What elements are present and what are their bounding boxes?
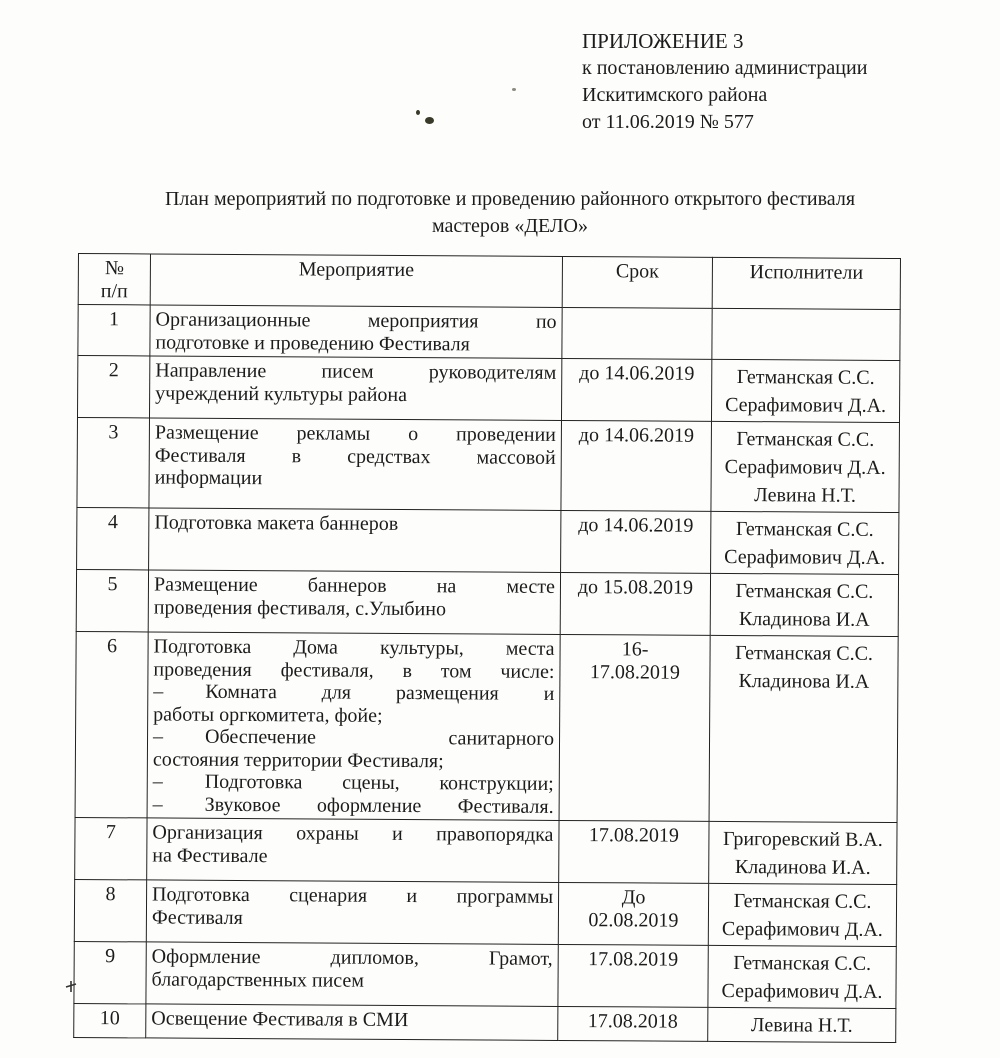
executor-name: Кладинова И.А. — [734, 856, 871, 879]
executor-name: Кладинова И.А — [738, 670, 870, 693]
header-activity: Мероприятие — [150, 254, 562, 308]
executor-name: Серафимович Д.А. — [724, 455, 886, 479]
pen-tick-mark — [64, 978, 78, 998]
row-number: 3 — [77, 418, 150, 508]
header-num: № п/п — [78, 254, 150, 305]
executor-name: Серафимович Д.А. — [725, 393, 887, 417]
document-title-line-1: План мероприятий по подготовке и проведению районного открытого фестиваля — [164, 188, 856, 210]
row-activity — [149, 418, 562, 511]
executor-name: Григоревский В.А. — [723, 827, 883, 851]
row-executors — [711, 511, 899, 574]
executor-name: Гетманская С.С. — [735, 580, 874, 603]
row-executors — [709, 821, 897, 884]
activity-line: Организационные мероприятия по — [155, 308, 557, 333]
activity-line: Размещение баннеров на месте — [153, 573, 556, 598]
row-executors — [708, 1007, 896, 1042]
activity-line: Размещение рекламы о проведении — [154, 421, 556, 446]
header-deadline: Срок — [562, 256, 712, 308]
executor-name: Гетманская С.С. — [735, 642, 874, 665]
activity-line: Подготовка макета баннеров — [154, 511, 399, 535]
appendix-line-1: к постановлению администрации — [582, 57, 868, 79]
row-number: 9 — [74, 941, 146, 1003]
activity-line: информации — [154, 466, 263, 490]
activity-line: проведения фестиваля, в том числе: — [153, 657, 555, 683]
row-activity — [150, 305, 562, 359]
activity-line: на Фестивале — [152, 843, 268, 867]
row-deadline — [558, 882, 708, 945]
row-activity — [148, 570, 560, 635]
row-number: 7 — [75, 817, 147, 879]
sub-item — [153, 680, 554, 705]
plan-table-body — [74, 305, 900, 1043]
sub-item-continuation: состояния территории Фестиваля; — [152, 747, 444, 772]
scan-speck — [512, 88, 516, 91]
row-executors — [708, 883, 896, 946]
row-activity — [149, 508, 561, 573]
activity-line: Направление писем руководителям — [155, 359, 557, 384]
row-deadline: до 14.06.2019 — [561, 510, 711, 573]
row-number: 10 — [74, 1003, 146, 1037]
executor-name: Гетманская С.С. — [733, 952, 872, 975]
sub-item — [153, 770, 554, 795]
sub-item-text: Обеспечение санитарного — [204, 725, 555, 750]
sub-item — [153, 725, 554, 750]
row-activity — [146, 1004, 558, 1041]
row-deadline — [562, 307, 712, 359]
row-deadline: 17.08.2019 — [558, 944, 708, 1007]
appendix-line-2: Искитимского района — [582, 84, 768, 106]
row-number: 6 — [75, 631, 148, 817]
row-number: 8 — [74, 879, 146, 941]
executor-name: Левина Н.Т. — [750, 1014, 853, 1037]
executor-name: Серафимович Д.А. — [721, 917, 883, 941]
executor-name: Гетманская С.С. — [735, 518, 874, 541]
table-header-row — [78, 254, 900, 310]
row-activity — [146, 880, 558, 945]
row-activity — [149, 356, 561, 421]
executor-name: Гетманская С.С. — [736, 428, 875, 451]
dash-marker: – — [152, 792, 163, 816]
row-executors — [711, 421, 900, 512]
activity-line: благодарственных писем — [151, 967, 365, 992]
sub-item — [153, 793, 554, 818]
row-activity — [146, 942, 558, 1007]
executor-name: Левина Н.Т. — [754, 484, 856, 507]
activity-line: Оформление дипломов, Грамот, — [151, 945, 553, 970]
table-row — [78, 305, 900, 361]
dash-marker: – — [152, 770, 163, 793]
executor-name: Кладинова И.А — [738, 608, 870, 631]
document-title-line-2: мастеров «ДЕЛО» — [432, 215, 588, 237]
executor-name: Серафимович Д.А. — [724, 545, 886, 569]
deadline-line: 17.08.2019 — [589, 660, 681, 684]
scan-speck — [425, 117, 434, 124]
executor-name: Гетманская С.С. — [736, 366, 875, 389]
row-number: 5 — [76, 569, 148, 631]
appendix-title: ПРИЛОЖЕНИЕ 3 — [582, 29, 744, 53]
activity-line: Подготовка Дома культуры, места — [153, 635, 555, 660]
scan-speck — [416, 110, 420, 115]
activity-line: Организация охраны и правопорядка — [152, 821, 554, 846]
row-activity — [147, 632, 560, 821]
table-row — [77, 507, 899, 574]
activity-line: Фестиваля — [151, 905, 243, 929]
activity-line: Подготовка сценария и программы — [152, 883, 554, 908]
deadline-line: До — [621, 886, 646, 909]
header-executors: Исполнители — [712, 257, 900, 309]
row-deadline: до 14.06.2019 — [561, 358, 711, 421]
activity-line: подготовке и проведению Фестиваля — [155, 330, 470, 355]
table-row — [74, 941, 896, 1008]
row-executors — [711, 359, 899, 422]
activity-line: проведения фестиваля, с.Улыбино — [153, 595, 447, 620]
executor-name: Серафимович Д.А. — [721, 979, 883, 1003]
deadline-line: 02.08.2019 — [588, 908, 679, 932]
dash-marker: – — [152, 725, 164, 748]
plan-table — [73, 253, 901, 1043]
sub-item-continuation: работы оргкомитета, фойе; — [153, 702, 383, 727]
activity-line: Освещение Фестиваля в СМИ — [151, 1007, 409, 1032]
table-row — [76, 569, 898, 636]
table-row — [74, 879, 896, 946]
row-deadline — [559, 634, 710, 821]
table-row — [77, 356, 899, 423]
appendix-line-3: от 11.06.2019 № 577 — [582, 111, 754, 133]
row-deadline: до 15.08.2019 — [560, 572, 710, 635]
appendix-header — [582, 28, 867, 136]
row-activity — [147, 818, 559, 883]
dash-marker: – — [153, 680, 164, 703]
row-number: 2 — [77, 356, 149, 418]
table-row — [74, 1003, 896, 1042]
executor-name: Гетманская С.С. — [733, 890, 872, 913]
row-executors — [712, 308, 900, 360]
row-deadline: 17.08.2019 — [559, 820, 709, 883]
row-executors — [708, 945, 896, 1008]
row-number: 1 — [78, 305, 150, 356]
table-row — [75, 817, 897, 884]
sub-item-text: Комната для размещения и — [205, 680, 555, 705]
deadline-line: 16- — [621, 638, 649, 661]
row-executors — [709, 635, 898, 822]
sub-item-text: Подготовка сцены, конструкции; — [204, 770, 554, 795]
row-deadline: до 14.06.2019 — [561, 420, 712, 511]
row-executors — [710, 573, 898, 636]
row-number: 4 — [77, 507, 149, 569]
table-row — [77, 418, 900, 513]
activity-line: Фестиваля в средствах массовой — [154, 443, 556, 469]
row-deadline: 17.08.2018 — [558, 1006, 708, 1041]
document-title — [40, 186, 980, 240]
activity-line: учреждений культуры района — [155, 381, 408, 406]
sub-item-text: Звуковое оформление Фестиваля. — [204, 793, 554, 818]
table-row — [75, 631, 898, 822]
